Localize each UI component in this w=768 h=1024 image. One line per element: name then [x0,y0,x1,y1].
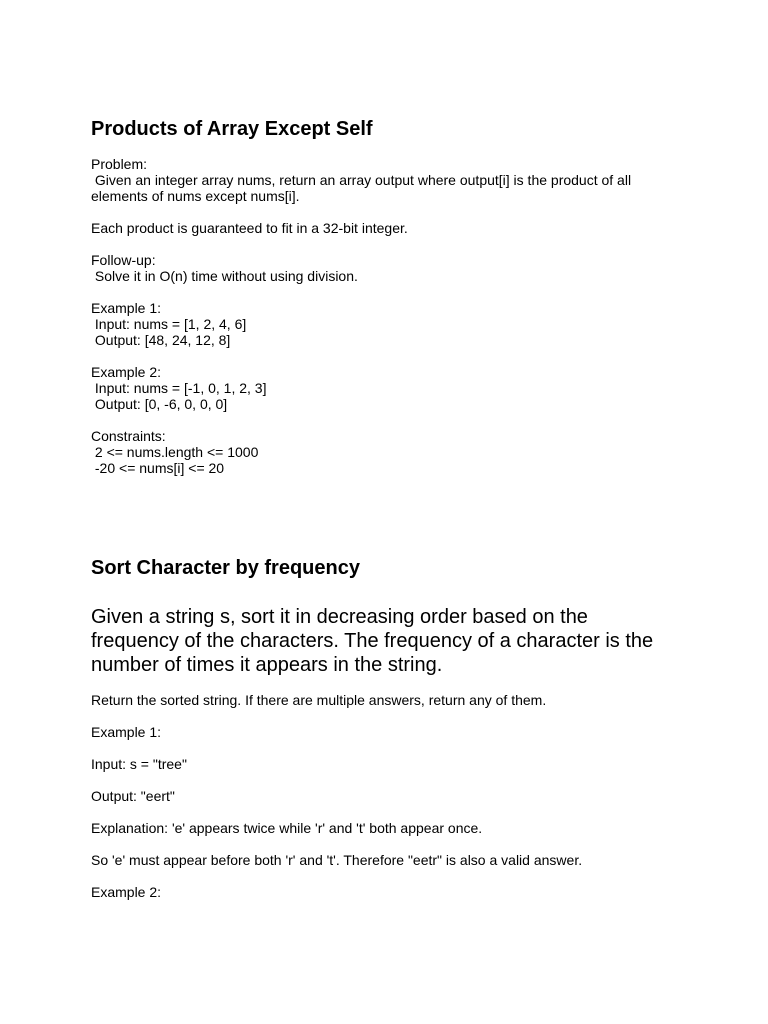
intro-line-1: Given a string s, sort it in decreasing order based on the [91,606,588,628]
example2-label-2: Example 2: [91,884,162,900]
section-intro-sort-frequency [91,605,653,677]
blank-line [91,284,631,300]
constraints-label: Constraints: [91,428,166,444]
section-title-sort-frequency: Sort Character by frequency [91,557,360,579]
explanation-line-1: Explanation: 'e' appears twice while 'r' and 't' both appear once. [91,820,483,836]
constraint-values: -20 <= nums[i] <= 20 [91,460,225,476]
constraint-length: 2 <= nums.length <= 1000 [91,444,259,460]
section-body-products [91,156,631,476]
example2-input: Input: nums = [-1, 0, 1, 2, 3] [91,380,267,396]
intro-line-3: number of times it appears in the string. [91,654,443,676]
return-note: Return the sorted string. If there are multiple answers, return any of them. [91,692,547,708]
problem-text-line-2: elements of nums except nums[i]. [91,188,300,204]
example1-output: Output: [48, 24, 12, 8] [91,332,231,348]
section-title-products: Products of Array Except Self [91,118,373,140]
example1-label-2: Example 1: [91,724,162,740]
intro-line-2: frequency of the characters. The frequency of a character is the [91,630,654,652]
followup-label: Follow-up: [91,252,156,268]
followup-text: Solve it in O(n) time without using division. [91,268,358,284]
example2-output: Output: [0, -6, 0, 0, 0] [91,396,228,412]
example1-output-2: Output: "eert" [91,788,175,804]
problem-label: Problem: [91,156,148,172]
blank-line [91,204,631,220]
problem-text-line-1: Given an integer array nums, return an array output where output[i] is the product of all [91,172,632,188]
example1-input: Input: nums = [1, 2, 4, 6] [91,316,247,332]
example1-label: Example 1: [91,300,162,316]
integer-note: Each product is guaranteed to fit in a 32-bit integer. [91,220,408,236]
example2-label: Example 2: [91,364,162,380]
example1-input-2: Input: s = "tree" [91,756,187,772]
blank-line [91,236,631,252]
blank-line [91,348,631,364]
explanation-line-2: So 'e' must appear before both 'r' and 't'. Therefore "eetr" is also a valid answer. [91,852,583,868]
blank-line [91,412,631,428]
